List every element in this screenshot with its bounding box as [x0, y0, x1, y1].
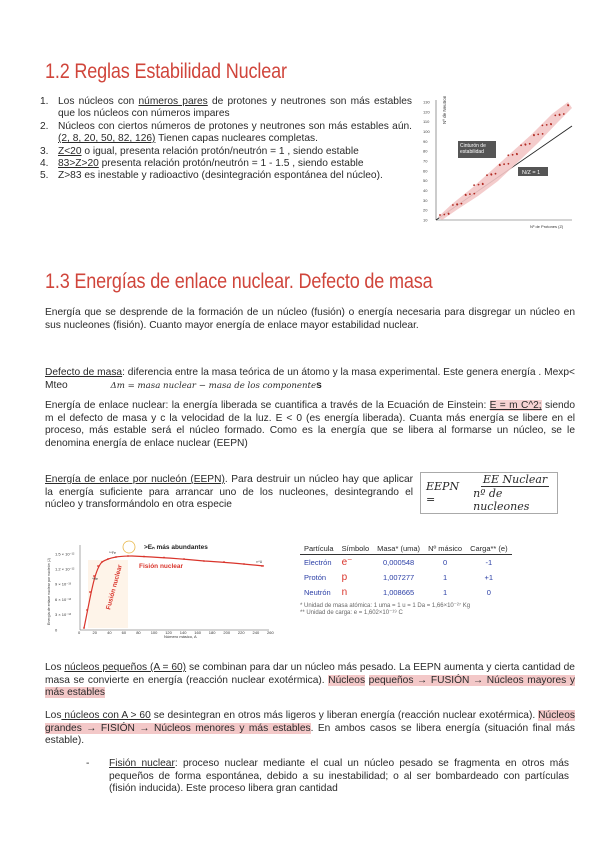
- binding-point: [97, 565, 99, 567]
- stable-nucleus-dot: [503, 163, 505, 165]
- bind-y-tick: 6 × 10⁻¹³: [55, 596, 72, 602]
- table-header: Carga** (e): [466, 543, 512, 555]
- stable-nucleus-dot: [516, 153, 518, 155]
- stab-y-tick: 90: [423, 138, 428, 144]
- stable-nucleus-dot: [520, 144, 522, 146]
- stable-nucleus-dot: [456, 203, 458, 205]
- stable-nucleus-dot: [499, 164, 501, 166]
- bind-x-tick: 200: [223, 630, 231, 635]
- stable-nucleus-dot: [448, 213, 450, 215]
- stable-nucleus-dot: [542, 125, 544, 127]
- stab-y-tick: 70: [423, 158, 428, 164]
- bind-y-label: Energía de enlace nuclear por nucleón (J): [47, 558, 51, 625]
- binding-point: [261, 565, 263, 567]
- fusion-label: Fusión nuclear: [105, 564, 124, 611]
- stab-y-tick: 40: [423, 188, 428, 193]
- stable-nucleus-dot: [554, 115, 556, 117]
- table-cell: 0,000548: [382, 558, 415, 567]
- stab-y-tick: 110: [423, 119, 430, 125]
- stab-y-tick: 80: [423, 148, 428, 154]
- binding-intro: Energía que se desprende de la formación de un núcleo (fusión) o energía necesaria para disgregar un núcleo en sus nucleones (fisión). Cuanto mayor energía de enlace mayor estabilidad nuclear.: [45, 307, 575, 331]
- bind-y-tick: 1.5 × 10⁻¹²: [55, 551, 75, 557]
- rule-number: 2.: [40, 120, 49, 132]
- bind-y-tick: 9 × 10⁻¹³: [55, 581, 72, 587]
- table-cell: p: [341, 572, 348, 583]
- table-header: Nº másico: [424, 543, 466, 555]
- stable-nucleus-dot: [537, 134, 539, 136]
- stable-nucleus-dot: [443, 214, 445, 216]
- bind-x-tick: 100: [150, 630, 158, 635]
- fission-term: Fisión nuclear: [109, 758, 175, 769]
- stable-nucleus-dot: [559, 114, 561, 116]
- rule-text: números pares: [138, 96, 208, 107]
- table-header: Masa* (uma): [373, 543, 424, 555]
- stable-nucleus-dot: [439, 214, 441, 216]
- bind-x-tick: 160: [194, 630, 201, 635]
- stable-nucleus-dot: [529, 143, 531, 145]
- binding-point: [89, 591, 91, 593]
- stab-y-tick: 30: [423, 197, 428, 203]
- stable-nucleus-dot: [482, 183, 484, 185]
- einstein-equation: E = m C^2;: [489, 400, 542, 411]
- table-row: [300, 585, 512, 600]
- rule-text: de protones y neutrones son más estables que los núcleos con números impares: [58, 96, 412, 120]
- binding-after: siendo m el defecto de masa y c la velocidad de la luz. E < 0 (es energía liberada). Cuanta más energía se libere en el proceso, más estable será el núcleo formado. Como es la energía que se libera al formarse un núcleo, se le denomina energía de enlace nuclear (EEPN): [45, 400, 575, 449]
- bind-y-tick: 1.2 × 10⁻¹²: [55, 566, 75, 572]
- stable-nucleus-dot: [452, 204, 454, 206]
- rule-text: Núcleos con ciertos números de protones y neutrones son más estables aún.: [58, 120, 412, 132]
- table-cell: +1: [484, 573, 494, 582]
- stab-y-tick: 60: [423, 168, 428, 174]
- table-cell: 1,008665: [382, 588, 415, 597]
- bind-x-tick: 120: [165, 630, 172, 635]
- binding-point: [86, 609, 88, 611]
- table-cell: 0: [486, 588, 491, 597]
- bullet-dash: -: [86, 758, 90, 769]
- fusion-highlight-2: pequeños → FUSIÓN → Núcleos mayores y más estables: [45, 674, 575, 699]
- fusion-paragraph: [45, 662, 575, 700]
- mass-defect-text: : diferencia entre la masa teórica de un átomo y la masa experimental. Este genera energía . Mexp< Mteo: [45, 367, 575, 391]
- bind-x-tick: 0: [78, 630, 81, 635]
- table-cell: Protón: [304, 573, 327, 582]
- rule-number: 5.: [40, 170, 49, 182]
- stable-nucleus-dot: [473, 193, 475, 195]
- eepn-formula-den: nº de nucleones: [473, 487, 530, 513]
- nz-line-label: N/Z = 1: [522, 170, 541, 176]
- table-footnote-2: ** Unidad de carga: e = 1,602×10⁻¹⁹ C: [300, 610, 403, 616]
- eepn-paragraph: [45, 474, 413, 512]
- rule-number: 4.: [40, 158, 49, 170]
- stab-y-tick: 120: [423, 109, 430, 115]
- stability-rule: [40, 121, 412, 146]
- binding-point: [223, 561, 225, 563]
- point-label-fe: ⁵⁶Fe: [109, 551, 116, 555]
- stab-y-tick: 50: [423, 178, 428, 184]
- fission-highlight: Núcleos grandes → FISIÓN → Núcleos menores y más estables: [45, 710, 575, 734]
- fission-definition: [109, 758, 569, 796]
- binding-point: [101, 561, 103, 563]
- stable-nucleus-dot: [469, 193, 471, 195]
- fission-text: : proceso nuclear mediante el cual un núcleo pesado se fragmenta en otros más pequeños de forma espontánea, debido a su inestabilidad; o al ser bombardeado con partículas (fisión inducida). Este proceso libera gran cantidad: [109, 758, 569, 795]
- point-label-u: ²³⁸U: [256, 560, 263, 564]
- bind-x-tick: 20: [92, 630, 97, 635]
- stable-nucleus-dot: [563, 113, 565, 115]
- small-nuclei-term: núcleos pequeños (A = 60): [64, 662, 187, 673]
- stability-rules-list: [40, 96, 412, 183]
- rule-text: Los núcleos con: [58, 96, 139, 107]
- stab-x-label: Nº de Protones (Z): [530, 224, 564, 229]
- mass-defect-paragraph: [45, 367, 575, 392]
- eepn-text: . Para destruir un núcleo hay que aplicar la energía suficiente para arrancar uno de los nucleones, desintegrando el núcleo y transformándolo en otra especie: [45, 474, 413, 511]
- table-header: Partícula: [300, 543, 338, 555]
- fission-paragraph: [45, 710, 575, 748]
- eepn-term: Energía de enlace por nucleón (EEPN): [45, 474, 225, 485]
- particle-table: [300, 543, 512, 600]
- stab-y-tick: 20: [423, 207, 428, 213]
- binding-point: [203, 560, 205, 562]
- table-cell: 0: [442, 558, 448, 567]
- section-title-stability: 1.2 Reglas Estabilidad Nuclear: [45, 60, 287, 83]
- p2-before: Los: [45, 710, 62, 721]
- p2-after: . En ambos casos se libera energía (situación final más estable).: [45, 722, 575, 747]
- stable-nucleus-dot: [461, 203, 463, 205]
- eepn-formula-lhs: EEPN =: [426, 480, 460, 506]
- bind-x-tick: 220: [237, 630, 245, 635]
- stability-band: [438, 102, 572, 220]
- bind-x-tick: 40: [107, 630, 112, 635]
- table-row: [300, 555, 512, 571]
- binding-before: Energía de enlace nuclear: la energía liberada se cuantifica a través de la Ecuación de Einstein:: [45, 400, 490, 411]
- bind-x-tick: 140: [179, 630, 187, 635]
- stable-nucleus-dot: [542, 133, 544, 135]
- stability-rule: [40, 158, 412, 170]
- table-cell: Electrón: [304, 558, 332, 567]
- rule-text: (2, 8, 20, 50, 82, 126): [58, 133, 156, 145]
- table-header: Símbolo: [338, 543, 374, 555]
- bind-top-label: >Eₙ más abundantes: [144, 544, 208, 551]
- stable-nucleus-dot: [512, 154, 514, 156]
- binding-point: [243, 563, 245, 565]
- stability-rule: [40, 170, 412, 182]
- table-cell: 1: [442, 573, 448, 582]
- table-cell: e⁻: [341, 557, 353, 568]
- table-cell: 1: [442, 588, 448, 597]
- mass-defect-term: Defecto de masa: [45, 367, 123, 378]
- stable-nucleus-dot: [567, 104, 569, 106]
- binding-point: [127, 555, 129, 557]
- bind-x-label: Número másico, A: [164, 634, 197, 639]
- binding-point: [115, 556, 117, 558]
- stable-nucleus-dot: [508, 163, 510, 165]
- stable-nucleus-dot: [550, 123, 552, 125]
- rule-text: Tienen capas nucleares completas.: [155, 133, 318, 145]
- binding-point: [163, 557, 165, 559]
- max-region-circle: [123, 541, 135, 553]
- bind-y-tick: 0: [55, 627, 58, 633]
- bind-x-tick: 260: [267, 630, 274, 635]
- rule-text: 83>Z>20: [58, 158, 99, 170]
- stable-nucleus-dot: [524, 143, 526, 145]
- band-label: Cinturón de estabilidad: [460, 143, 486, 155]
- rule-number: 3.: [40, 145, 49, 157]
- stable-nucleus-dot: [533, 134, 535, 136]
- stab-y-tick: 130: [423, 99, 430, 105]
- particle-table-block: [300, 543, 562, 616]
- stability-chart: [422, 96, 577, 233]
- binding-energy-chart: [44, 540, 274, 640]
- table-cell: n: [341, 587, 348, 598]
- eepn-formula-num: EE Nuclear: [482, 473, 548, 486]
- fission-label: Fisión nuclear: [139, 563, 184, 570]
- rule-text: presenta relación protón/neutrón = 1 - 1.5 , siendo estable: [98, 158, 364, 170]
- stable-nucleus-dot: [490, 173, 492, 175]
- mass-defect-formula: Δm = masa nuclear − masa de los componente: [110, 380, 317, 391]
- p2-mid: se desintegran en otros más ligeros y liberan energía (reacción nuclear exotérmica).: [150, 710, 539, 721]
- stable-nucleus-dot: [478, 184, 480, 186]
- eepn-formula-box: [420, 472, 558, 514]
- p1-mid: se combinan para dar un núcleo más pesado. La EEPN aumenta y cierta cantidad de masa se convierte en energía (reacción nuclear exotérmica).: [45, 662, 575, 686]
- binding-point: [107, 558, 109, 560]
- table-cell: Neutrón: [304, 588, 331, 597]
- table-row: [300, 570, 512, 585]
- stable-nucleus-dot: [495, 173, 497, 175]
- bind-x-tick: 80: [136, 630, 141, 635]
- stab-y-tick: 100: [423, 129, 430, 134]
- bind-y-tick: 3 × 10⁻¹³: [55, 612, 72, 618]
- large-nuclei-term: núcleos con A > 60: [61, 710, 151, 721]
- stable-nucleus-dot: [507, 154, 509, 156]
- stability-rule: [40, 96, 412, 121]
- stable-nucleus-dot: [473, 184, 475, 186]
- stability-rule: [40, 146, 412, 158]
- table-cell: -1: [485, 558, 493, 567]
- bind-x-tick: 180: [208, 630, 216, 635]
- table-footnote-1: * Unidad de masa atómica: 1 uma = 1 u = 1 Da = 1,66×10⁻²⁷ Kg: [300, 603, 471, 609]
- rule-text: Z<20: [58, 145, 82, 157]
- stab-y-tick: 10: [423, 217, 428, 223]
- stab-y-label: Nº de Neutrones: [442, 96, 447, 124]
- mass-defect-formula-end: s: [316, 379, 322, 391]
- p1-before: Los: [45, 662, 65, 673]
- fusion-highlight-1: Núcleos: [328, 674, 366, 686]
- point-label-he: ⁴He: [92, 577, 98, 581]
- binding-point: [183, 558, 185, 560]
- binding-energy-paragraph: [45, 400, 575, 450]
- stable-nucleus-dot: [486, 174, 488, 176]
- binding-point: [143, 556, 145, 558]
- table-cell: 1,007277: [382, 573, 415, 582]
- binding-point: [83, 627, 85, 629]
- bind-x-tick: 60: [121, 630, 127, 635]
- rule-number: 1.: [40, 96, 49, 107]
- rule-text: o igual, presenta relación protón/neutrón = 1 , siendo estable: [81, 145, 359, 157]
- bind-x-tick: 240: [252, 630, 260, 635]
- rule-text: Z>83 es inestable y radioactivo (desintegración espontánea del núcleo).: [58, 170, 383, 182]
- stable-nucleus-dot: [546, 124, 548, 126]
- stable-nucleus-dot: [465, 194, 467, 196]
- section-title-binding: 1.3 Energías de enlace nuclear. Defecto de masa: [45, 270, 433, 293]
